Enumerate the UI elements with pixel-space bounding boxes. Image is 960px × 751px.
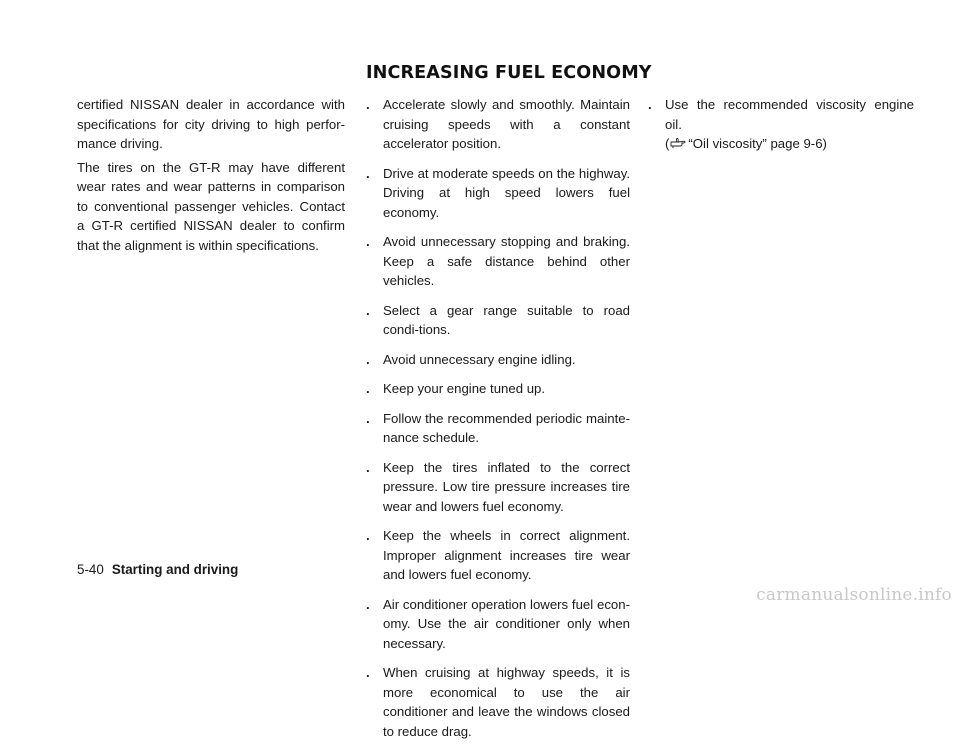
fuel-economy-list-continued (648, 95, 914, 154)
list-item (366, 409, 630, 448)
list-item (366, 458, 630, 517)
bullet: . (366, 302, 370, 318)
list-item (366, 379, 630, 399)
list-item-text: Keep the wheels in correct alignment. Improper alignment increases tire wear and lowers fuel economy. (383, 528, 630, 582)
bullet: . (366, 234, 370, 249)
list-item-text: When cruising at highway speeds, it is more economical to use the air conditioner and leave the windows closed to reduce drag. (383, 665, 630, 739)
left-column (77, 95, 345, 259)
list-item (366, 232, 630, 291)
right-column (648, 95, 914, 164)
watermark: carmanualsonline.info (756, 585, 952, 605)
list-item (648, 95, 914, 154)
list-item (366, 164, 630, 223)
fuel-economy-list (366, 95, 630, 741)
list-item (366, 663, 630, 741)
list-item-text: Avoid unnecessary engine idling. (383, 351, 576, 367)
list-item-text: Keep your engine tuned up. (383, 381, 546, 396)
list-item (366, 595, 630, 654)
cross-reference[interactable] (665, 134, 914, 154)
paragraph-dealer-spec: certified NISSAN dealer in accordance with specifications for city driving to high perfor-mance driving. (77, 97, 345, 151)
middle-column (366, 95, 630, 751)
list-item-text: Avoid unnecessary stopping and braking. Keep a safe distance behind other vehicles. (383, 234, 630, 288)
list-item (366, 301, 630, 340)
page-footer (77, 562, 238, 577)
list-item-text: Accelerate slowly and smoothly. Maintain cruising speeds with a constant accelerator position. (383, 97, 630, 151)
bullet: . (366, 381, 370, 396)
bullet: . (648, 97, 652, 112)
list-item (366, 350, 630, 370)
bullet: . (366, 410, 370, 426)
bullet: . (366, 596, 370, 612)
list-item (366, 95, 630, 154)
ref-open-paren: ( (665, 136, 670, 151)
bullet: . (366, 165, 370, 181)
list-item-text: Keep the tires inflated to the correct pressure. Low tire pressure increases tire wear and lowers fuel economy. (383, 459, 630, 514)
list-item-text: Air conditioner operation lowers fuel econ-omy. Use the air conditioner only when necessary. (383, 596, 630, 651)
list-item-text: Use the recommended viscosity engine oil. (665, 97, 914, 132)
paragraph-gtr-tires: The tires on the GT-R may have different wear rates and wear patterns in comparison to conventional passenger vehicles. Contact a GT-R certified NISSAN dealer to confirm that the alignment is within specifications. (77, 159, 345, 253)
section-heading: INCREASING FUEL ECONOMY (366, 63, 652, 83)
bullet: . (366, 97, 370, 112)
footer-section-title: Starting and driving (111, 562, 239, 577)
ref-text: “Oil viscosity” page 9-6) (688, 136, 827, 151)
list-item (366, 526, 630, 585)
bullet: . (366, 528, 370, 543)
list-item-text: Drive at moderate speeds on the highway. Driving at high speed lowers fuel economy. (383, 165, 630, 220)
bullet: . (366, 459, 370, 475)
pointing-hand-icon (670, 135, 686, 147)
bullet: . (366, 351, 370, 367)
page-number: 5-40 (77, 562, 104, 577)
bullet: . (366, 665, 370, 680)
list-item-text: Select a gear range suitable to road condi-tions. (383, 302, 630, 337)
list-item-text: Follow the recommended periodic mainte-nance schedule. (383, 410, 630, 445)
